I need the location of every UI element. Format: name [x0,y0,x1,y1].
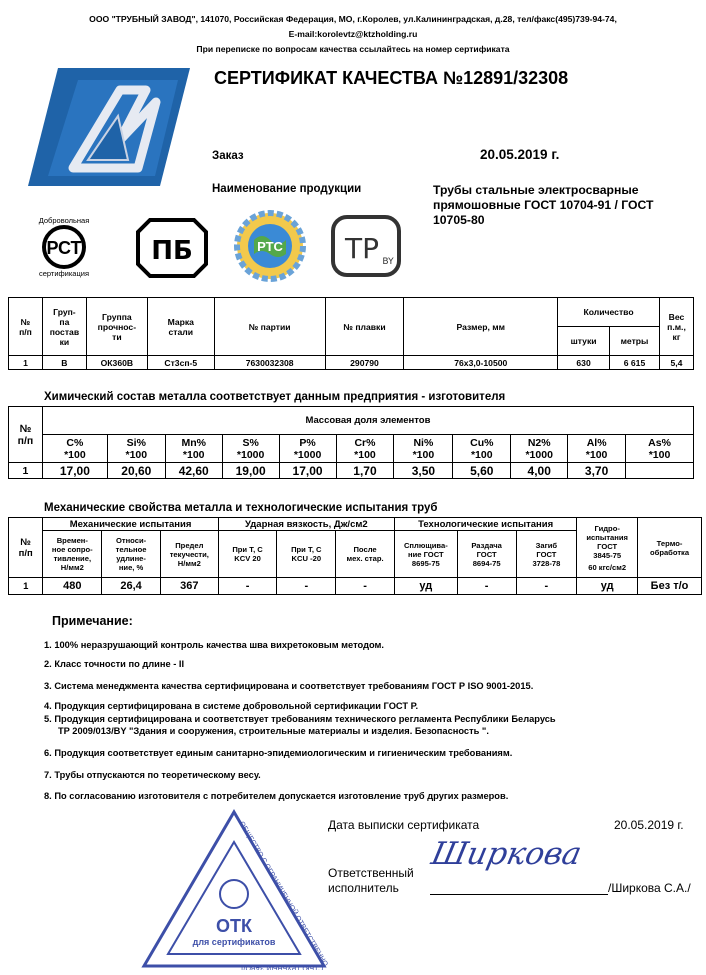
th-yield: Предел текучести, Н/мм2 [160,531,218,578]
svg-text:Добровольная: Добровольная [38,216,90,225]
element-value: 17,00 [279,463,336,479]
note-item: 3. Система менеджмента качества сертифицирована и соответствует требованиям ГОСТ Р ISO 9001-2015. [44,681,534,691]
performer-label: исполнитель [328,881,399,895]
th-num: № п/п [9,407,43,463]
th-aging: После мех. стар. [336,531,395,578]
element-value [626,463,694,479]
element-value: 20,60 [107,463,165,479]
th-bend: Загиб ГОСТ 3728-78 [516,531,577,578]
svg-text:ОТК: ОТК [216,916,252,936]
chemistry-table [8,406,694,479]
pb-certification-mark [136,218,208,278]
th-element: Ni% *100 [394,435,453,463]
th-element: Al% *100 [568,435,626,463]
company-logo [28,68,190,186]
th-element: Cu% *100 [453,435,511,463]
th-grade: Марка стали [147,298,214,356]
rst-certification-mark [26,214,102,278]
element-value: 42,60 [165,463,222,479]
th-impact: Ударная вязкость, Дж/см2 [218,518,394,531]
table-row: 1 480 26,4 367 - - - уд - - уд Без т/о [9,578,702,595]
th-expansion: Раздача ГОСТ 8694-75 [457,531,516,578]
th-flattening: Сплющива- ние ГОСТ 8695-75 [394,531,457,578]
th-mass-fraction: Массовая доля элементов [42,407,693,435]
note-item: 8. По согласованию изготовителя с потребителем допускается изготовление труб других размеров. [44,791,509,801]
handwritten-signature: Ширкова [428,836,585,872]
chemistry-title: Химический состав металла соответствует данным предприятия - изготовителя [44,391,506,403]
mechanical-title: Механические свойства металла и технологические испытания труб [44,502,438,514]
company-email: E-mail:korolevtz@ktzholding.ru [288,29,418,39]
svg-text:РСТ: РСТ [46,238,82,258]
svg-text:ТР: ТР [345,232,379,265]
th-elongation: Относи- тельное удлине- ние, % [102,531,161,578]
th-meters: метры [610,327,660,356]
order-date: 20.05.2019 г. [480,147,560,162]
table-row: 1 17,00 20,60 42,60 19,00 17,00 1,70 3,50 5,60 4,00 3,70 [9,463,694,479]
th-kcu: При Т, С KCU -20 [277,531,336,578]
note-item: 6. Продукция соответствует единым санитарно-эпидемиологическим и гигиеническим требованиям. [44,748,513,758]
responsible-label: Ответственный [328,866,414,880]
issue-date: 20.05.2019 г. [614,818,684,832]
th-element: C% *100 [42,435,107,463]
notes-title: Примечание: [52,614,133,628]
th-element: Mn% *100 [165,435,222,463]
th-quantity: Количество [558,298,660,327]
element-value: 17,00 [42,463,107,479]
certificate-title: СЕРТИФИКАТ КАЧЕСТВА №12891/32308 [214,68,569,88]
company-address: ООО "ТРУБНЫЙ ЗАВОД", 141070, Российская Федерация, МО, г.Королев, ул.Калининградская, д.28, тел/факс(495)739-94-74, [89,14,617,24]
svg-text:для сертификатов: для сертификатов [192,937,276,947]
product-name: Трубы стальные электросварные прямошовные ГОСТ 10704-91 / ГОСТ 10705-80 [433,183,654,227]
tr-by-certification-mark [330,214,402,278]
svg-text:ПБ: ПБ [151,236,193,266]
product-table [8,297,694,370]
th-mech-tests: Механические испытания [43,518,218,531]
th-element: Cr% *100 [336,435,394,463]
svg-text:сертификация: сертификация [38,269,90,278]
th-heat-treatment: Термо- обработка [638,518,702,578]
svg-text:ОБЩЕСТВО С ОГРАНИЧЕННОЙ ОТВЕТС: ОБЩЕСТВО С ОГРАНИЧЕННОЙ ОТВЕТСТВЕННОСТЬЮ ТРУБНЫЙ ЗАВОД [237,820,328,970]
issue-date-label: Дата выписки сертификата [328,818,480,832]
th-pieces: штуки [558,327,610,356]
mechanical-table [8,517,702,595]
note-item: 1. 100% неразрушающий контроль качества шва вихретоковым методом. [44,640,385,650]
th-element: N2% *1000 [511,435,568,463]
svg-text:РТС: РТС [257,239,283,254]
element-value: 19,00 [222,463,279,479]
rtc-certification-mark [232,210,308,282]
th-element: As% *100 [626,435,694,463]
signer-name: /Ширкова С.А./ [608,881,691,895]
th-kcv: При Т, С KCV 20 [218,531,277,578]
th-tech-tests: Технологические испытания [394,518,576,531]
note-item: 7. Трубы отпускаются по теоретическому весу. [44,770,261,780]
svg-text:BY: BY [382,257,394,267]
th-heat: № плавки [325,298,404,356]
th-batch: № партии [214,298,325,356]
th-weight: Вес п.м., кг [659,298,693,356]
reference-note: При переписке по вопросам качества ссылайтесь на номер сертификата [196,44,510,54]
product-label: Наименование продукции [212,183,362,195]
otk-stamp [140,806,328,970]
element-value: 1,70 [336,463,394,479]
table-row: 1 В ОК360В Ст3сп-5 7630032308 290790 76х3,0-10500 630 6 615 5,4 [9,356,694,370]
element-value: 3,50 [394,463,453,479]
th-group: Груп- па постав ки [42,298,86,356]
note-item: 5. Продукция сертифицирована и соответствует требованиям технического регламента Республики Беларусь [44,714,556,724]
signature-line [430,894,608,895]
th-tensile: Времен- ное сопро- тивление, Н/мм2 [43,531,102,578]
th-num: № п/п [9,518,43,578]
element-value: 4,00 [511,463,568,479]
th-size: Размер, мм [404,298,558,356]
order-label: Заказ [212,150,244,162]
th-hydro: Гидро- испытания ГОСТ 3845-75 60 кгс/см2 [577,518,638,578]
th-element: Si% *100 [107,435,165,463]
th-element: P% *1000 [279,435,336,463]
element-value: 5,60 [453,463,511,479]
th-element: S% *1000 [222,435,279,463]
note-item: 4. Продукция сертифицирована в системе добровольной сертификации ГОСТ Р. [44,701,419,711]
note-item: TP 2009/013/BY "Здания и сооружения, строительные материалы и изделия. Безопасность ". [58,726,489,736]
th-strength: Группа прочнос- ти [86,298,147,356]
th-num: № п/п [9,298,43,356]
element-value: 3,70 [568,463,626,479]
note-item: 2. Класс точности по длине - II [44,659,185,669]
